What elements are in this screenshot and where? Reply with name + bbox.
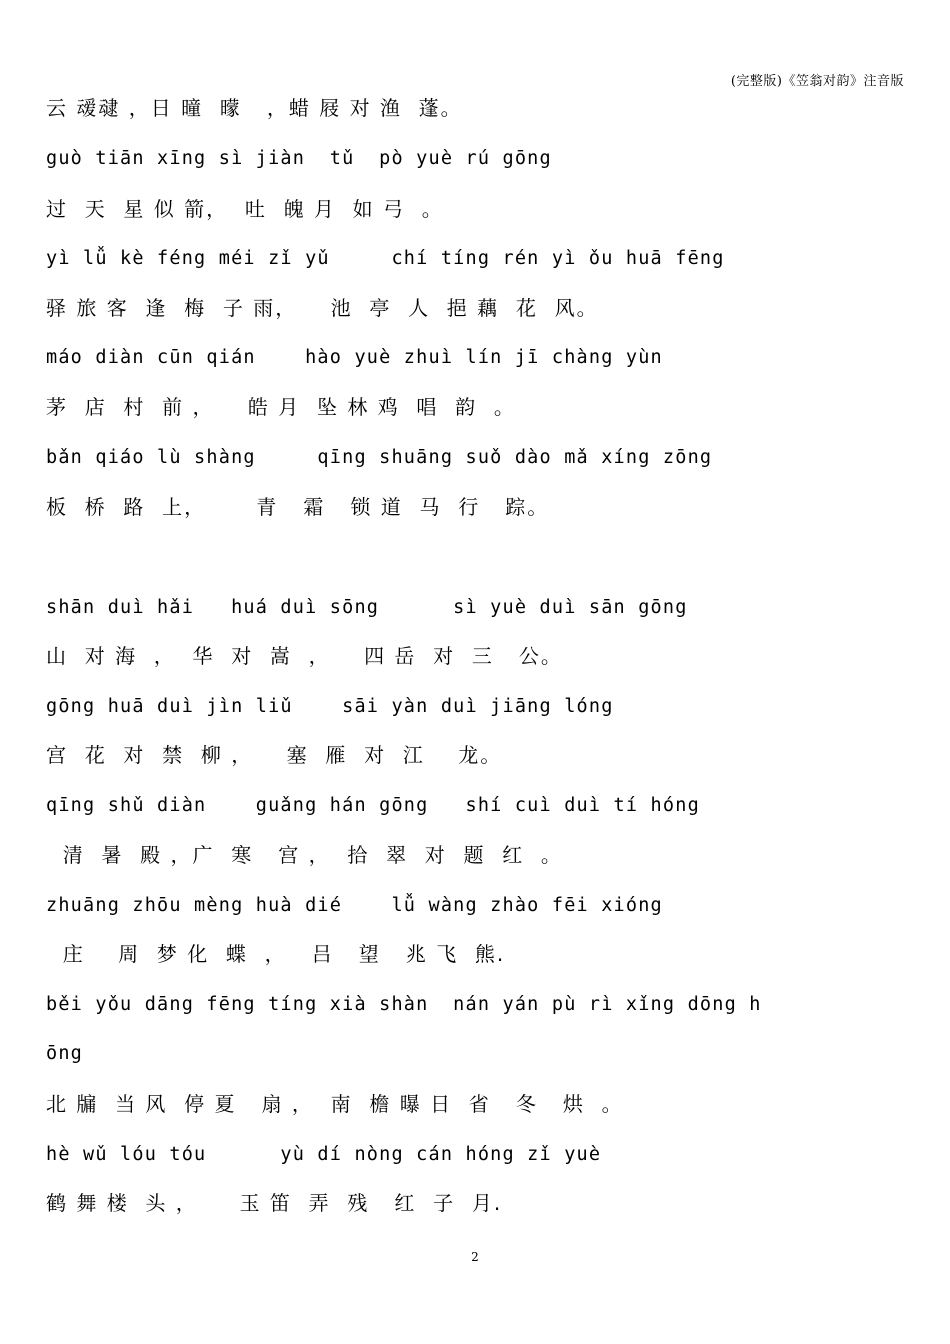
text-line-hanzi: 云 叆叇 ，日 曈 曚 ，蜡 屐 对 渔 蓬。 [46, 96, 463, 120]
text-line-pinyin: qīng shǔ diàn guǎng hán gōng shí cuì duì tí hóng [46, 795, 700, 816]
text-line-hanzi: 板 桥 路 上， 青 霜 锁 道 马 行 踪。 [46, 495, 550, 519]
text-line-hanzi: 山 对 海 ， 华 对 嵩 ， 四 岳 对 三 公。 [46, 644, 563, 668]
text-line-hanzi: 北 牖 当 风 停 夏 扇 ， 南 檐 曝 日 省 冬 烘 。 [46, 1092, 624, 1116]
text-line-pinyin: guò tiān xīng sì jiàn tǔ pò yuè rú gōng [46, 148, 552, 169]
text-line-pinyin: máo diàn cūn qián hào yuè zhuì lín jī chàng yùn [46, 347, 663, 368]
page-number: 2 [471, 1250, 479, 1264]
text-line-hanzi: 茅 店 村 前 ， 皓 月 坠 林 鸡 唱 韵 。 [46, 395, 516, 419]
text-line-pinyin: bǎn qiáo lù shàng qīng shuāng suǒ dào mǎ xíng zōng [46, 447, 713, 468]
text-line-hanzi: 驿 旅 客 逢 梅 子 雨， 池 亭 人 挹 藕 花 风。 [46, 296, 599, 320]
text-line-pinyin: gōng huā duì jìn liǔ sāi yàn duì jiāng lóng [46, 696, 614, 717]
text-line-pinyin: běi yǒu dāng fēng tíng xià shàn nán yán pù rì xǐng dōng h [46, 994, 762, 1015]
text-line-hanzi: 庄 周 梦 化 蝶 ， 吕 望 兆 飞 熊. [46, 942, 506, 966]
text-line-pinyin: zhuāng zhōu mèng huà dié lǚ wàng zhào fēi xióng [46, 895, 663, 916]
text-line-pinyin: yì lǚ kè féng méi zǐ yǔ chí tíng rén yì ǒu huā fēng [46, 248, 725, 269]
text-line-pinyin: ōng [46, 1043, 84, 1064]
text-line-pinyin: shān duì hǎi huá duì sōng sì yuè duì sān gōng [46, 597, 688, 618]
text-line-pinyin: hè wǔ lóu tóu yù dí nòng cán hóng zǐ yuè [46, 1144, 602, 1165]
text-line-hanzi: 鹤 舞 楼 头 ， 玉 笛 弄 残 红 子 月. [46, 1191, 503, 1215]
text-line-hanzi: 宫 花 对 禁 柳 ， 塞 雁 对 江 龙。 [46, 743, 503, 767]
text-line-hanzi: 过 天 星 似 箭， 吐 魄 月 如 弓 。 [46, 197, 444, 221]
text-line-hanzi: 清 暑 殿 ，广 寒 宫 ， 拾 翠 对 题 红 。 [46, 843, 563, 867]
document-header: (完整版)《笠翁对韵》注音版 [730, 74, 904, 89]
